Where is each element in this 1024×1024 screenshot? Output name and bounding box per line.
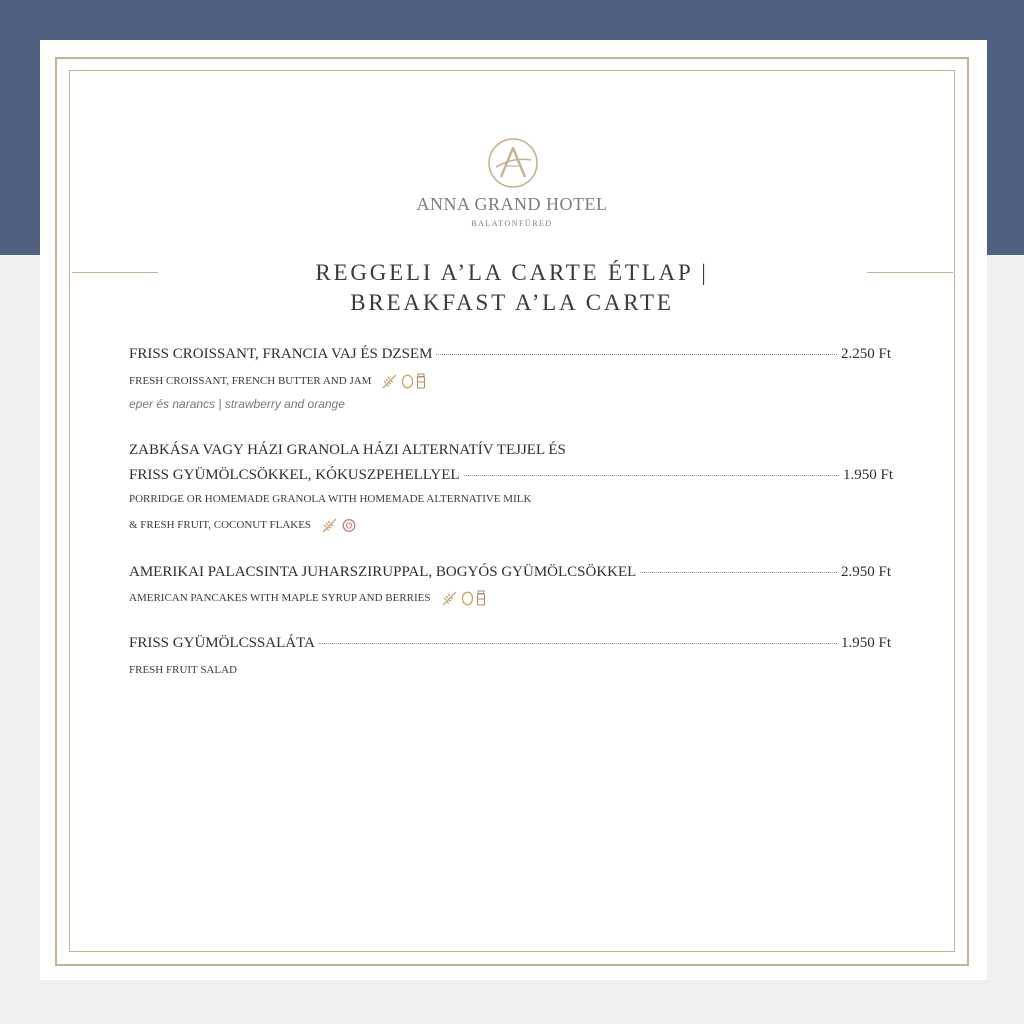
milk-icon: [416, 373, 426, 389]
item-english-line2-row: [129, 517, 357, 533]
dot-leader: [319, 642, 837, 644]
menu-title: [200, 258, 824, 318]
item-english-line1: PORRIDGE OR HOMEMADE GRANOLA WITH HOMEMADE ALTERNATIVE MILK: [129, 493, 532, 505]
item-english-text: FRESH CROISSANT, FRENCH BUTTER AND JAM: [129, 375, 372, 387]
menu-item-porridge: [129, 467, 893, 484]
gluten-icon: [381, 373, 399, 389]
divider-left: [72, 272, 158, 273]
menu-item-pancakes: [129, 564, 891, 581]
item-name-line2: FRISS GYÜMÖLCSÖKKEL, KÓKUSZPEHELLYEL: [129, 467, 460, 483]
allergen-icons: [441, 590, 486, 606]
allergen-icons: [381, 373, 426, 389]
menu-item-fruit-salad: [129, 635, 891, 652]
dot-leader: [464, 474, 839, 476]
item-english: [129, 590, 486, 606]
brand-location: BALATONFÜRED: [471, 219, 553, 228]
egg-icon: [461, 590, 474, 606]
item-english-text: AMERICAN PANCAKES WITH MAPLE SYRUP AND BERRIES: [129, 592, 431, 604]
item-price: 1.950 Ft: [842, 467, 893, 483]
item-english-line2: & FRESH FRUIT, COCONUT FLAKES: [129, 519, 312, 531]
item-english: FRESH FRUIT SALAD: [129, 664, 237, 676]
item-name: AMERIKAI PALACSINTA JUHARSZIRUPPAL, BOGYÓS GYÜMÖLCSÖKKEL: [129, 564, 637, 580]
gluten-icon: [321, 517, 339, 533]
item-price: 2.950 Ft: [840, 564, 891, 580]
gluten-icon: [441, 590, 459, 606]
anna-grand-monogram-icon: [487, 137, 539, 189]
menu-title-line1: REGGELI A’LA CARTE ÉTLAP |: [315, 260, 709, 285]
item-name-line1: ZABKÁSA VAGY HÁZI GRANOLA HÁZI ALTERNATÍV TEJJEL ÉS: [129, 442, 566, 458]
menu-item-croissant: [129, 346, 891, 363]
menu-title-line2: BREAKFAST A’LA CARTE: [350, 290, 674, 315]
nut-icon: [341, 517, 357, 533]
item-name: FRISS GYÜMÖLCSSALÁTA: [129, 635, 315, 651]
milk-icon: [476, 590, 486, 606]
divider-right: [867, 272, 953, 273]
item-price: 2.250 Ft: [840, 346, 891, 362]
brand-name: ANNA GRAND HOTEL: [416, 194, 608, 214]
item-price: 1.950 Ft: [840, 635, 891, 651]
dot-leader: [436, 353, 837, 355]
item-name: FRISS CROISSANT, FRANCIA VAJ ÉS DZSEM: [129, 346, 433, 362]
item-note: eper és narancs | strawberry and orange: [129, 397, 345, 411]
egg-icon: [401, 373, 414, 389]
dot-leader: [640, 571, 837, 573]
allergen-icons: [321, 517, 357, 533]
item-english: [129, 373, 426, 389]
